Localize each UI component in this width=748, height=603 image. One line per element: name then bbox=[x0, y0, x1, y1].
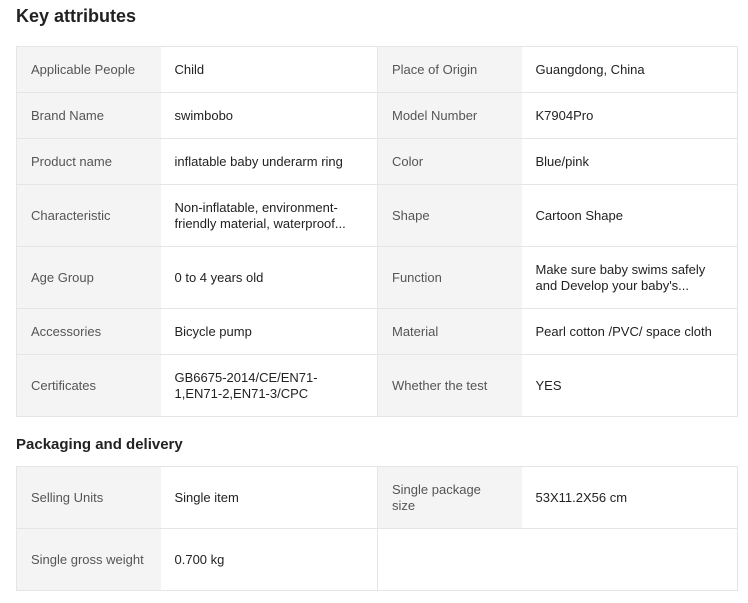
attribute-name-text: Shape bbox=[392, 207, 430, 223]
attribute-value bbox=[522, 185, 738, 247]
attribute-name bbox=[378, 247, 522, 309]
attribute-value-text: Cartoon Shape bbox=[535, 207, 623, 223]
attribute-name bbox=[378, 185, 522, 247]
attribute-name bbox=[378, 93, 522, 139]
key-attributes-table bbox=[16, 46, 738, 417]
attribute-value bbox=[522, 309, 738, 355]
packaging-delivery-table bbox=[16, 466, 738, 591]
attribute-value-text: Pearl cotton /PVC/ space cloth bbox=[535, 323, 712, 339]
attribute-name-text: Selling Units bbox=[31, 489, 104, 505]
attribute-value-text: Make sure baby swims safely and Develop your baby's... bbox=[535, 261, 706, 293]
attribute-name bbox=[378, 139, 522, 185]
attribute-value-text: GB6675-2014/CE/EN71-1,EN71-2,EN71-3/CPC bbox=[174, 369, 318, 401]
attribute-name-text: Single package size bbox=[392, 481, 481, 513]
attribute-name-text: Product name bbox=[31, 153, 112, 169]
attribute-value bbox=[522, 247, 738, 309]
attribute-value-text: 53X11.2X56 cm bbox=[535, 489, 628, 505]
attribute-value bbox=[161, 355, 378, 417]
key-attributes-rows bbox=[17, 47, 738, 417]
packaging-delivery-rows bbox=[17, 467, 738, 591]
attribute-value-text: 0.700 kg bbox=[174, 551, 225, 567]
attribute-value bbox=[522, 93, 738, 139]
attribute-name-text: Applicable People bbox=[31, 61, 136, 77]
attribute-value bbox=[522, 139, 738, 185]
attribute-name-text: Characteristic bbox=[31, 207, 111, 223]
attribute-name bbox=[378, 47, 522, 93]
attribute-name-text: Model Number bbox=[392, 107, 478, 123]
attribute-row bbox=[17, 139, 738, 185]
attribute-name-text: Accessories bbox=[31, 323, 102, 339]
attribute-value bbox=[161, 247, 378, 309]
attribute-name-text: Age Group bbox=[31, 269, 94, 285]
attribute-row bbox=[17, 467, 738, 529]
attribute-value-text: K7904Pro bbox=[535, 107, 594, 123]
attribute-value bbox=[522, 47, 738, 93]
attribute-row bbox=[17, 185, 738, 247]
attribute-value-text: Guangdong, China bbox=[535, 61, 645, 77]
attribute-value-text: Single item bbox=[174, 489, 239, 505]
attribute-name-text: Single gross weight bbox=[31, 551, 144, 567]
attribute-row bbox=[17, 309, 738, 355]
attribute-value-text: Blue/pink bbox=[535, 153, 589, 169]
attribute-name-text: Certificates bbox=[31, 377, 97, 393]
attribute-value bbox=[161, 309, 378, 355]
empty-cell bbox=[378, 529, 522, 591]
attribute-value bbox=[161, 47, 378, 93]
attribute-value bbox=[522, 355, 738, 417]
attribute-name bbox=[17, 47, 161, 93]
attribute-name-text: Function bbox=[392, 269, 442, 285]
attribute-name bbox=[378, 467, 522, 529]
attribute-value bbox=[161, 93, 378, 139]
attribute-value-text: Child bbox=[174, 61, 205, 77]
attribute-name bbox=[17, 247, 161, 309]
attribute-row bbox=[17, 93, 738, 139]
attribute-value-text: YES bbox=[535, 377, 562, 393]
attribute-name bbox=[17, 185, 161, 247]
attribute-value-text: inflatable baby underarm ring bbox=[174, 153, 343, 169]
attribute-name bbox=[378, 355, 522, 417]
attribute-name-text: Material bbox=[392, 323, 439, 339]
attribute-row bbox=[17, 247, 738, 309]
attribute-name bbox=[17, 355, 161, 417]
attribute-name-text: Color bbox=[392, 153, 424, 169]
packaging-delivery-title: Packaging and delivery bbox=[16, 436, 183, 453]
attribute-value bbox=[161, 529, 378, 591]
attribute-name-text: Brand Name bbox=[31, 107, 104, 123]
attribute-name bbox=[17, 467, 161, 529]
attribute-row bbox=[17, 47, 738, 93]
attribute-value bbox=[161, 467, 378, 529]
attribute-value-text: Non-inflatable, environment-friendly material, waterproof... bbox=[174, 199, 346, 231]
attribute-value bbox=[522, 467, 738, 529]
attribute-name bbox=[17, 529, 161, 591]
attribute-name bbox=[17, 93, 161, 139]
attribute-name bbox=[17, 139, 161, 185]
attribute-value bbox=[161, 185, 378, 247]
attribute-name-text: Place of Origin bbox=[392, 61, 478, 77]
attribute-value-text: swimbobo bbox=[174, 107, 234, 123]
attribute-value-text: Bicycle pump bbox=[174, 323, 252, 339]
attribute-value bbox=[161, 139, 378, 185]
empty-cell bbox=[522, 529, 738, 591]
attribute-name bbox=[17, 309, 161, 355]
attribute-row bbox=[17, 529, 738, 591]
attribute-row bbox=[17, 355, 738, 417]
attribute-name bbox=[378, 309, 522, 355]
attribute-value-text: 0 to 4 years old bbox=[174, 269, 264, 285]
attribute-name-text: Whether the test bbox=[392, 377, 488, 393]
key-attributes-title: Key attributes bbox=[16, 6, 137, 26]
